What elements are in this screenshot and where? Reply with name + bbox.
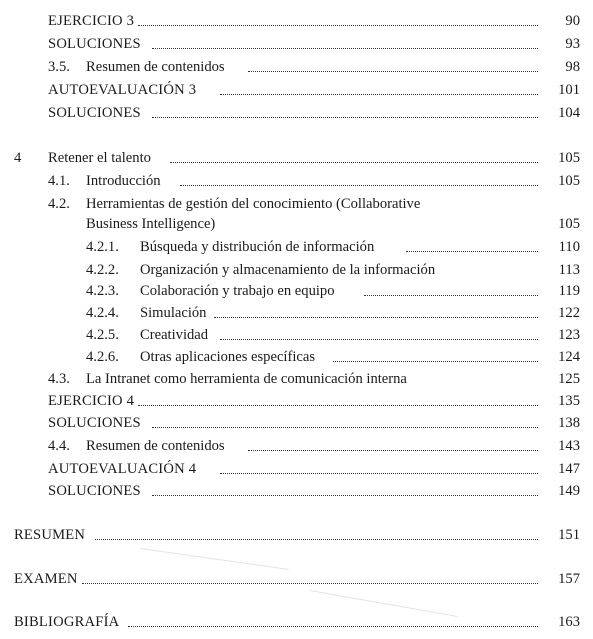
toc-entry-page: 143 [558, 438, 580, 454]
toc-entry-chapter-4 [0, 145, 593, 167]
dot-leader [152, 48, 538, 49]
toc-entry-number: 4.2.4. [86, 305, 119, 321]
toc-entry-ejercicio-3 [0, 8, 593, 30]
toc-entry-title: Colaboración y trabajo en equipo [140, 283, 335, 299]
toc-entry-page: 147 [558, 461, 580, 477]
toc-entry-page: 157 [558, 571, 580, 587]
toc-entry-number: 4 [14, 150, 22, 166]
dot-leader [152, 427, 538, 428]
toc-entry-ejercicio-4 [0, 388, 593, 410]
toc-entry-number: 4.2.2. [86, 262, 119, 278]
toc-entry-page: 90 [565, 13, 580, 29]
toc-entry-title: Business Intelligence) [86, 216, 216, 232]
toc-entry-4-1 [0, 168, 593, 190]
toc-entry-page: 105 [558, 173, 580, 189]
toc-entry-4-2-3 [0, 278, 593, 300]
dot-leader [138, 25, 538, 26]
toc-entry-4-2-cont [0, 211, 593, 233]
dot-leader [214, 317, 538, 318]
dot-leader [170, 162, 538, 163]
toc-entry-4-3 [0, 366, 593, 388]
toc-entry-number: 4.4. [48, 438, 70, 454]
toc-entry-page: 163 [558, 614, 580, 630]
toc-entry-title: EJERCICIO 4 [48, 393, 135, 409]
toc-entry-title: Resumen de contenidos [86, 438, 225, 454]
toc-entry-title: Introducción [86, 173, 161, 189]
toc-entry-title: Búsqueda y distribución de información [140, 239, 375, 255]
toc-entry-page: 105 [558, 150, 580, 166]
dot-leader [248, 450, 538, 451]
toc-entry-page: 151 [558, 527, 580, 543]
toc-entry-number: 4.2.5. [86, 327, 119, 343]
toc-entry-page: 123 [558, 327, 580, 343]
dot-leader [220, 339, 538, 340]
toc-entry-4-2-1 [0, 234, 593, 256]
toc-entry-number: 4.3. [48, 371, 70, 387]
dot-leader [138, 405, 538, 406]
toc-entry-title: BIBLIOGRAFÍA [14, 614, 120, 630]
toc-entry-resumen [0, 522, 593, 544]
toc-entry-page: 149 [558, 483, 580, 499]
toc-entry-soluciones-4a [0, 410, 593, 432]
dot-leader [406, 251, 538, 252]
toc-entry-4-4 [0, 433, 593, 455]
toc-entry-soluciones-3b [0, 100, 593, 122]
dot-leader [152, 495, 538, 496]
toc-entry-examen [0, 566, 593, 588]
toc-entry-bibliografia [0, 609, 593, 631]
dot-leader [364, 295, 538, 296]
toc-entry-4-2-5 [0, 322, 593, 344]
dot-leader [220, 473, 538, 474]
toc-entry-4-2-6 [0, 344, 593, 366]
toc-entry-title: Otras aplicaciones específicas [140, 349, 316, 365]
toc-entry-title: RESUMEN [14, 527, 86, 543]
dot-leader [180, 185, 538, 186]
toc-entry-page: 113 [558, 262, 580, 278]
toc-entry-title: EJERCICIO 3 [48, 13, 135, 29]
toc-entry-4-2-2 [0, 257, 593, 279]
toc-entry-title: AUTOEVALUACIÓN 3 [48, 82, 197, 98]
toc-entry-number: 4.2.6. [86, 349, 119, 365]
toc-entry-number: 3.5. [48, 59, 70, 75]
toc-entry-4-2 [0, 191, 593, 213]
toc-entry-page: 122 [558, 305, 580, 321]
toc-entry-4-2-4 [0, 300, 593, 322]
toc-entry-page: 119 [558, 283, 580, 299]
dot-leader [220, 94, 538, 95]
toc-entry-title: Herramientas de gestión del conocimiento (Collaborative [86, 196, 421, 212]
toc-entry-title: AUTOEVALUACIÓN 4 [48, 461, 197, 477]
toc-entry-page: 101 [558, 82, 580, 98]
toc-entry-title: Creatividad [140, 327, 209, 343]
toc-entry-title: Retener el talento [48, 150, 151, 166]
toc-entry-title: SOLUCIONES [48, 415, 141, 431]
toc-entry-title: Resumen de contenidos [86, 59, 225, 75]
toc-entry-autoevaluacion-4 [0, 456, 593, 478]
toc-entry-page: 138 [558, 415, 580, 431]
toc-entry-soluciones-3a [0, 31, 593, 53]
dot-leader [128, 626, 538, 627]
toc-entry-title: La Intranet como herramienta de comunicación interna [86, 371, 407, 387]
toc-entry-title: Organización y almacenamiento de la información [140, 262, 436, 278]
toc-entry-page: 105 [558, 216, 580, 232]
toc-entry-number: 4.1. [48, 173, 70, 189]
dot-leader [82, 583, 538, 584]
toc-entry-page: 110 [558, 239, 580, 255]
dot-leader [248, 71, 538, 72]
toc-entry-page: 98 [565, 59, 580, 75]
dot-leader [95, 539, 538, 540]
toc-entry-3-5 [0, 54, 593, 76]
toc-entry-title: SOLUCIONES [48, 36, 141, 52]
toc-entry-number: 4.2.1. [86, 239, 119, 255]
toc-entry-page: 93 [565, 36, 580, 52]
toc-entry-page: 104 [558, 105, 580, 121]
dot-leader [333, 361, 538, 362]
toc-entry-soluciones-4b [0, 478, 593, 500]
toc-entry-title: SOLUCIONES [48, 105, 141, 121]
toc-entry-number: 4.2.3. [86, 283, 119, 299]
toc-entry-page: 135 [558, 393, 580, 409]
toc-entry-title: SOLUCIONES [48, 483, 141, 499]
toc-entry-title: Simulación [140, 305, 207, 321]
toc-entry-page: 124 [558, 349, 580, 365]
toc-entry-title: EXAMEN [14, 571, 78, 587]
toc-entry-number: 4.2. [48, 196, 70, 212]
dot-leader [152, 117, 538, 118]
toc-entry-page: 125 [558, 371, 580, 387]
toc-entry-autoevaluacion-3 [0, 77, 593, 99]
